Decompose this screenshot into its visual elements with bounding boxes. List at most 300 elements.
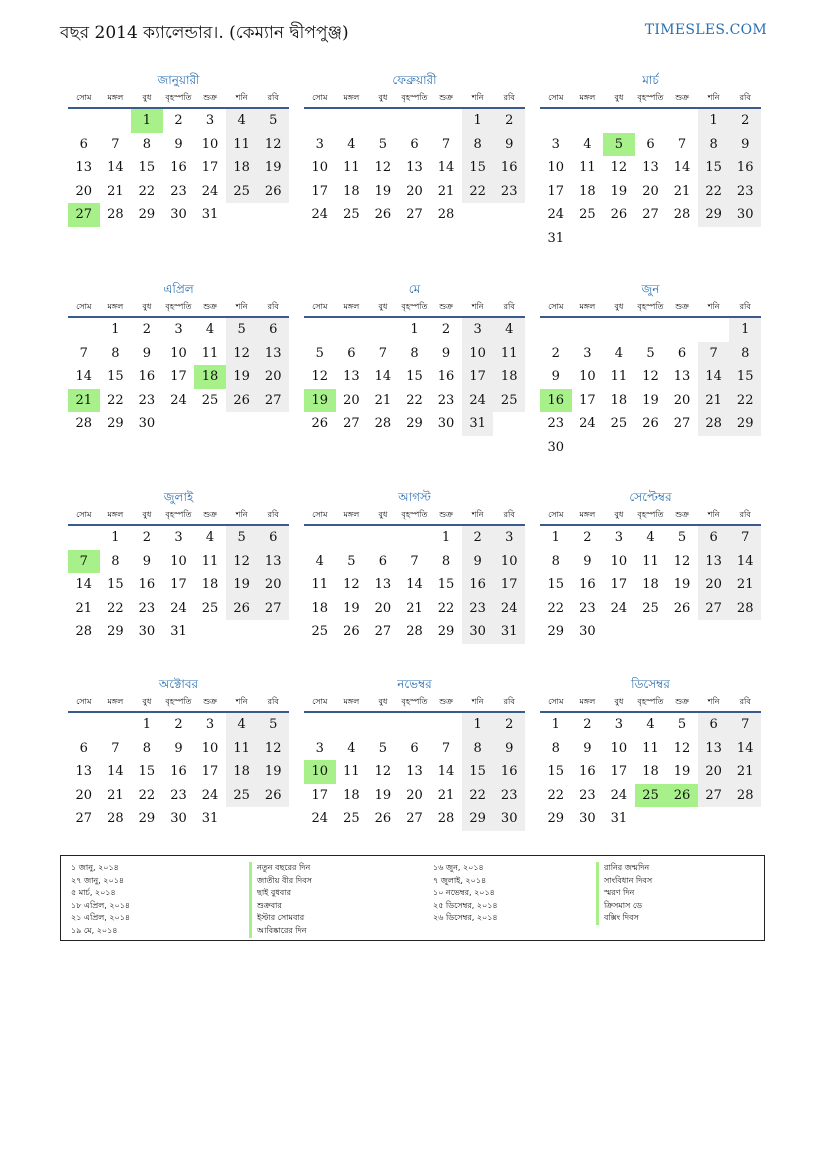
weekday-label: বৃহস্পতি bbox=[165, 302, 192, 311]
empty-cell bbox=[399, 109, 431, 133]
day-cell: 27 bbox=[698, 597, 730, 621]
day-cell: 5 bbox=[315, 345, 324, 361]
day-cell: 26 bbox=[673, 600, 691, 616]
weekday-label: সোম bbox=[548, 93, 564, 102]
day-cell: 16 bbox=[579, 577, 596, 593]
day-cell: 24 bbox=[610, 787, 628, 803]
day-cell: 15 bbox=[547, 764, 565, 780]
weekday-label: বৃহস্পতি bbox=[637, 93, 664, 102]
holiday-name: আবিষ্কারের দিন bbox=[249, 925, 312, 938]
day-cell: 4 bbox=[646, 530, 655, 546]
day-cell: 17 bbox=[170, 369, 187, 385]
day-cell: 9 bbox=[142, 553, 152, 569]
day-cell: 15 bbox=[698, 156, 730, 180]
day-cell: 8 bbox=[729, 342, 761, 366]
weekday-label: রবি bbox=[503, 302, 515, 311]
day-cell: 5 bbox=[226, 318, 258, 342]
day-cell: 31 bbox=[547, 230, 565, 246]
day-cell: 6 bbox=[257, 318, 289, 342]
day-cell: 20 bbox=[642, 183, 659, 199]
weekday-label: মঙ্গল bbox=[579, 697, 596, 706]
day-cell: 24 bbox=[201, 787, 219, 803]
weekday-label: রবি bbox=[739, 93, 751, 102]
day-cell: 14 bbox=[673, 160, 691, 176]
day-cell: 15 bbox=[462, 156, 494, 180]
day-cell: 20 bbox=[406, 787, 423, 803]
day-cell: 31 bbox=[493, 620, 525, 644]
month-name: মে bbox=[408, 282, 421, 296]
day-cell: 4 bbox=[226, 713, 258, 737]
day-cell: 11 bbox=[201, 345, 219, 361]
day-cell: 30 bbox=[547, 439, 565, 455]
day-cell: 30 bbox=[729, 203, 761, 227]
weekday-label: বৃহস্পতি bbox=[401, 510, 428, 519]
day-cell: 23 bbox=[579, 787, 596, 803]
holiday-name: জাতীয় বীর দিবস bbox=[249, 875, 312, 888]
day-cell: 16 bbox=[493, 760, 525, 784]
day-cell: 2 bbox=[174, 717, 183, 733]
day-cell: 2 bbox=[583, 717, 592, 733]
weekday-label: সোম bbox=[76, 697, 92, 706]
day-cell: 23 bbox=[547, 416, 565, 432]
day-cell: 24 bbox=[579, 416, 596, 432]
day-cell: 7 bbox=[111, 136, 120, 152]
weekday-label: রবি bbox=[503, 93, 515, 102]
day-cell: 21 bbox=[437, 183, 455, 199]
day-cell: 1 bbox=[698, 109, 730, 133]
day-cell: 17 bbox=[170, 577, 187, 593]
month-calendar bbox=[540, 487, 761, 644]
day-cell: 5 bbox=[378, 740, 388, 756]
month-calendar bbox=[540, 70, 761, 250]
day-cell: 3 bbox=[174, 530, 183, 546]
day-grid bbox=[68, 109, 289, 227]
weekday-label: রবি bbox=[267, 93, 279, 102]
day-cell: 22 bbox=[729, 389, 761, 413]
weekday-label: শনি bbox=[471, 302, 484, 311]
day-cell: 6 bbox=[79, 136, 88, 152]
weekday-header bbox=[540, 90, 761, 109]
day-cell: 22 bbox=[437, 600, 455, 616]
day-cell: 22 bbox=[107, 600, 124, 616]
day-cell: 20 bbox=[75, 787, 93, 803]
day-cell: 12 bbox=[374, 764, 392, 780]
day-cell: 9 bbox=[142, 345, 152, 361]
empty-cell bbox=[367, 526, 399, 550]
legend-names-1 bbox=[249, 862, 312, 938]
day-cell: 26 bbox=[610, 207, 628, 223]
day-cell: 25 bbox=[642, 600, 659, 616]
weekday-label: বুধ bbox=[614, 93, 624, 102]
day-cell: 28 bbox=[75, 416, 93, 432]
day-cell: 16 bbox=[138, 577, 156, 593]
weekday-label: শনি bbox=[471, 697, 484, 706]
month-calendar bbox=[68, 279, 289, 436]
weekday-label: সোম bbox=[76, 510, 92, 519]
empty-cell bbox=[367, 713, 399, 737]
day-cell: 27 bbox=[257, 389, 289, 413]
day-cell: 4 bbox=[226, 109, 258, 133]
month-name: নভেম্বর bbox=[397, 677, 432, 691]
empty-cell bbox=[635, 318, 667, 342]
empty-cell bbox=[540, 318, 572, 342]
day-cell: 3 bbox=[583, 345, 592, 361]
day-cell: 11 bbox=[610, 369, 628, 385]
day-cell: 28 bbox=[107, 207, 124, 223]
day-grid bbox=[304, 713, 525, 831]
day-cell: 1 bbox=[111, 530, 120, 546]
empty-cell bbox=[603, 109, 635, 133]
weekday-label: শনি bbox=[235, 302, 248, 311]
weekday-label: শনি bbox=[235, 510, 248, 519]
empty-cell bbox=[68, 109, 100, 133]
empty-cell bbox=[336, 109, 368, 133]
day-cell: 28 bbox=[437, 811, 455, 827]
empty-cell bbox=[430, 109, 462, 133]
holiday-day: 27 bbox=[68, 203, 100, 227]
day-cell: 25 bbox=[579, 207, 596, 223]
day-cell: 13 bbox=[257, 342, 289, 366]
day-grid bbox=[540, 713, 761, 831]
day-cell: 27 bbox=[406, 207, 423, 223]
holiday-date: ২৫ ডিসেম্বর, ২০১৪ bbox=[433, 900, 498, 910]
day-cell: 15 bbox=[138, 160, 156, 176]
weekday-label: শুক্র bbox=[203, 510, 217, 519]
month-calendar bbox=[540, 279, 761, 459]
day-cell: 12 bbox=[374, 160, 392, 176]
weekday-label: শনি bbox=[707, 510, 720, 519]
weekday-label: মঙ্গল bbox=[107, 510, 124, 519]
weekday-label: শুক্র bbox=[439, 510, 453, 519]
holiday-day: 19 bbox=[304, 389, 336, 413]
day-cell: 31 bbox=[170, 624, 187, 640]
day-cell: 11 bbox=[226, 133, 258, 157]
weekday-label: বুধ bbox=[142, 697, 152, 706]
day-cell: 24 bbox=[311, 811, 329, 827]
holiday-date: ১৬ জুন, ২০১৪ bbox=[433, 863, 484, 872]
day-cell: 11 bbox=[201, 553, 219, 569]
day-cell: 8 bbox=[551, 740, 560, 756]
day-cell: 8 bbox=[410, 345, 419, 361]
day-cell: 3 bbox=[614, 717, 624, 733]
day-cell: 8 bbox=[462, 737, 494, 761]
day-cell: 13 bbox=[642, 160, 659, 176]
day-cell: 28 bbox=[107, 811, 124, 827]
day-cell: 17 bbox=[493, 573, 525, 597]
day-grid bbox=[304, 109, 525, 227]
weekday-label: মঙ্গল bbox=[343, 510, 360, 519]
day-cell: 1 bbox=[441, 530, 451, 546]
empty-cell bbox=[68, 713, 100, 737]
day-cell: 15 bbox=[547, 577, 565, 593]
weekday-label: রবি bbox=[503, 510, 515, 519]
month-name: ফেব্রুয়ারী bbox=[392, 73, 437, 87]
day-cell: 12 bbox=[226, 550, 258, 574]
day-cell: 6 bbox=[378, 553, 388, 569]
legend-names-2 bbox=[596, 862, 652, 925]
weekday-header bbox=[304, 90, 525, 109]
day-cell: 13 bbox=[698, 550, 730, 574]
day-cell: 9 bbox=[174, 740, 183, 756]
empty-cell bbox=[603, 318, 635, 342]
holiday-day: 1 bbox=[131, 109, 163, 133]
weekday-label: সোম bbox=[76, 93, 92, 102]
weekday-label: বৃহস্পতি bbox=[401, 302, 428, 311]
holiday-date: ১০ নভেম্বর, ২০১৪ bbox=[433, 888, 495, 898]
day-cell: 12 bbox=[610, 160, 628, 176]
day-cell: 18 bbox=[579, 183, 596, 199]
day-cell: 25 bbox=[311, 624, 329, 640]
day-cell: 21 bbox=[406, 600, 423, 616]
site-name[interactable]: TIMESLES.COM bbox=[644, 22, 767, 38]
day-grid bbox=[540, 318, 761, 459]
weekday-label: বৃহস্পতি bbox=[637, 697, 664, 706]
day-grid bbox=[68, 713, 289, 831]
day-cell: 4 bbox=[347, 740, 356, 756]
day-cell: 8 bbox=[142, 740, 152, 756]
weekday-label: শুক্র bbox=[203, 93, 217, 102]
day-cell: 23 bbox=[729, 180, 761, 204]
day-cell: 28 bbox=[729, 597, 761, 621]
day-cell: 4 bbox=[614, 345, 624, 361]
weekday-header bbox=[540, 299, 761, 318]
day-cell: 20 bbox=[75, 183, 93, 199]
month-calendar bbox=[304, 674, 525, 831]
empty-cell bbox=[572, 318, 604, 342]
day-cell: 26 bbox=[257, 180, 289, 204]
month-calendar bbox=[304, 279, 525, 436]
weekday-label: মঙ্গল bbox=[343, 302, 360, 311]
page-title: বছর 2014 ক্যালেন্ডার।. (কেম্যান দ্বীপপুঞ্জ) bbox=[60, 23, 349, 43]
day-cell: 3 bbox=[205, 113, 215, 129]
day-cell: 13 bbox=[343, 369, 360, 385]
day-cell: 10 bbox=[610, 740, 628, 756]
day-cell: 23 bbox=[170, 787, 187, 803]
weekday-header bbox=[68, 299, 289, 318]
day-cell: 14 bbox=[75, 369, 93, 385]
day-cell: 14 bbox=[437, 160, 455, 176]
weekday-header bbox=[540, 507, 761, 526]
day-cell: 30 bbox=[170, 811, 187, 827]
day-cell: 26 bbox=[642, 416, 659, 432]
weekday-header bbox=[68, 90, 289, 109]
month-calendar bbox=[304, 487, 525, 644]
day-cell: 10 bbox=[170, 345, 187, 361]
day-cell: 31 bbox=[462, 412, 494, 436]
day-cell: 31 bbox=[201, 811, 219, 827]
holiday-day: 18 bbox=[194, 365, 226, 389]
day-cell: 13 bbox=[75, 160, 93, 176]
day-cell: 31 bbox=[201, 207, 219, 223]
day-cell: 4 bbox=[205, 322, 215, 338]
day-cell: 6 bbox=[698, 713, 730, 737]
day-cell: 18 bbox=[642, 577, 659, 593]
day-cell: 2 bbox=[551, 345, 560, 361]
day-cell: 13 bbox=[406, 764, 423, 780]
day-cell: 14 bbox=[75, 577, 93, 593]
day-cell: 30 bbox=[462, 620, 494, 644]
weekday-label: বুধ bbox=[378, 510, 388, 519]
month-name: জানুয়ারী bbox=[157, 73, 200, 87]
empty-cell bbox=[540, 109, 572, 133]
day-cell: 26 bbox=[257, 784, 289, 808]
day-cell: 19 bbox=[374, 183, 392, 199]
day-cell: 28 bbox=[729, 784, 761, 808]
holiday-date: ৭ জুলাই, ২০১৪ bbox=[433, 875, 487, 885]
weekday-label: রবি bbox=[267, 302, 279, 311]
day-cell: 6 bbox=[410, 136, 419, 152]
day-cell: 7 bbox=[729, 526, 761, 550]
day-cell: 28 bbox=[698, 412, 730, 436]
day-cell: 15 bbox=[107, 369, 124, 385]
day-cell: 12 bbox=[343, 577, 360, 593]
day-cell: 5 bbox=[257, 109, 289, 133]
day-cell: 12 bbox=[226, 342, 258, 366]
day-cell: 21 bbox=[729, 573, 761, 597]
empty-cell bbox=[698, 318, 730, 342]
day-cell: 23 bbox=[493, 784, 525, 808]
day-cell: 29 bbox=[138, 207, 156, 223]
day-cell: 23 bbox=[579, 600, 596, 616]
day-cell: 30 bbox=[138, 624, 156, 640]
day-cell: 29 bbox=[107, 624, 124, 640]
day-cell: 6 bbox=[79, 740, 88, 756]
day-grid bbox=[540, 109, 761, 250]
day-cell: 4 bbox=[583, 136, 592, 152]
day-cell: 17 bbox=[311, 183, 329, 199]
weekday-label: বৃহস্পতি bbox=[165, 697, 192, 706]
weekday-label: মঙ্গল bbox=[107, 697, 124, 706]
empty-cell bbox=[304, 318, 336, 342]
day-grid bbox=[68, 318, 289, 436]
day-cell: 1 bbox=[462, 109, 494, 133]
weekday-label: শুক্র bbox=[675, 302, 689, 311]
day-cell: 25 bbox=[493, 389, 525, 413]
day-cell: 15 bbox=[406, 369, 423, 385]
day-cell: 27 bbox=[75, 811, 93, 827]
day-cell: 11 bbox=[642, 553, 659, 569]
day-grid bbox=[540, 526, 761, 644]
day-grid bbox=[304, 318, 525, 436]
day-cell: 22 bbox=[107, 392, 124, 408]
day-cell: 30 bbox=[579, 811, 596, 827]
day-cell: 16 bbox=[493, 156, 525, 180]
day-cell: 15 bbox=[107, 577, 124, 593]
day-grid bbox=[304, 526, 525, 644]
day-cell: 16 bbox=[170, 764, 187, 780]
empty-cell bbox=[304, 713, 336, 737]
month-calendar bbox=[68, 674, 289, 831]
day-cell: 23 bbox=[462, 597, 494, 621]
day-cell: 15 bbox=[437, 577, 455, 593]
weekday-label: মঙ্গল bbox=[579, 302, 596, 311]
day-cell: 24 bbox=[547, 207, 565, 223]
month-name: সেপ্টেম্বর bbox=[629, 490, 672, 504]
day-cell: 18 bbox=[226, 156, 258, 180]
day-cell: 8 bbox=[441, 553, 451, 569]
day-cell: 29 bbox=[462, 807, 494, 831]
empty-cell bbox=[336, 318, 368, 342]
day-cell: 13 bbox=[698, 737, 730, 761]
weekday-label: বৃহস্পতি bbox=[165, 93, 192, 102]
weekday-label: মঙ্গল bbox=[107, 93, 124, 102]
holiday-date: ১৯ মে, ২০১৪ bbox=[71, 925, 118, 935]
weekday-label: বৃহস্পতি bbox=[165, 510, 192, 519]
day-cell: 16 bbox=[170, 160, 187, 176]
day-cell: 25 bbox=[343, 207, 360, 223]
day-cell: 8 bbox=[111, 345, 120, 361]
weekday-label: শনি bbox=[471, 510, 484, 519]
day-cell: 3 bbox=[462, 318, 494, 342]
day-cell: 29 bbox=[547, 811, 565, 827]
day-cell: 4 bbox=[205, 530, 215, 546]
day-cell: 25 bbox=[226, 784, 258, 808]
day-cell: 1 bbox=[551, 717, 560, 733]
day-cell: 26 bbox=[374, 207, 392, 223]
day-cell: 10 bbox=[201, 740, 219, 756]
day-cell: 23 bbox=[493, 180, 525, 204]
day-cell: 20 bbox=[698, 760, 730, 784]
empty-cell bbox=[100, 713, 132, 737]
day-cell: 18 bbox=[610, 392, 628, 408]
day-cell: 17 bbox=[462, 365, 494, 389]
holiday-day: 21 bbox=[68, 389, 100, 413]
day-cell: 17 bbox=[579, 392, 596, 408]
day-cell: 25 bbox=[201, 392, 219, 408]
day-cell: 14 bbox=[406, 577, 423, 593]
day-cell: 20 bbox=[673, 392, 691, 408]
day-cell: 17 bbox=[547, 183, 565, 199]
weekday-label: মঙ্গল bbox=[579, 510, 596, 519]
weekday-label: শুক্র bbox=[439, 93, 453, 102]
day-cell: 13 bbox=[75, 764, 93, 780]
day-cell: 17 bbox=[610, 577, 628, 593]
day-cell: 7 bbox=[410, 553, 419, 569]
day-cell: 9 bbox=[174, 136, 183, 152]
weekday-label: বুধ bbox=[142, 302, 152, 311]
day-cell: 26 bbox=[226, 389, 258, 413]
day-cell: 7 bbox=[441, 136, 451, 152]
weekday-label: শুক্র bbox=[439, 302, 453, 311]
day-cell: 8 bbox=[551, 553, 560, 569]
day-cell: 9 bbox=[441, 345, 451, 361]
weekday-label: বৃহস্পতি bbox=[401, 697, 428, 706]
day-cell: 13 bbox=[374, 577, 392, 593]
empty-cell bbox=[304, 526, 336, 550]
day-cell: 30 bbox=[437, 416, 455, 432]
month-name: এপ্রিল bbox=[163, 282, 194, 296]
day-cell: 20 bbox=[406, 183, 423, 199]
holiday-name: স্মরণ দিন bbox=[596, 887, 652, 900]
day-cell: 2 bbox=[441, 322, 451, 338]
day-cell: 3 bbox=[315, 136, 324, 152]
holiday-day: 7 bbox=[68, 550, 100, 574]
day-cell: 17 bbox=[311, 787, 329, 803]
day-cell: 20 bbox=[257, 573, 289, 597]
day-cell: 29 bbox=[547, 624, 565, 640]
day-cell: 3 bbox=[174, 322, 183, 338]
day-cell: 1 bbox=[462, 713, 494, 737]
month-name: জুলাই bbox=[163, 490, 194, 504]
day-cell: 10 bbox=[493, 550, 525, 574]
weekday-label: শনি bbox=[707, 93, 720, 102]
legend-dates-2 bbox=[433, 862, 498, 925]
day-cell: 5 bbox=[646, 345, 655, 361]
day-cell: 24 bbox=[462, 389, 494, 413]
day-cell: 22 bbox=[462, 180, 494, 204]
holiday-name: ইস্টার সোমবার bbox=[249, 912, 312, 925]
day-cell: 28 bbox=[75, 624, 93, 640]
